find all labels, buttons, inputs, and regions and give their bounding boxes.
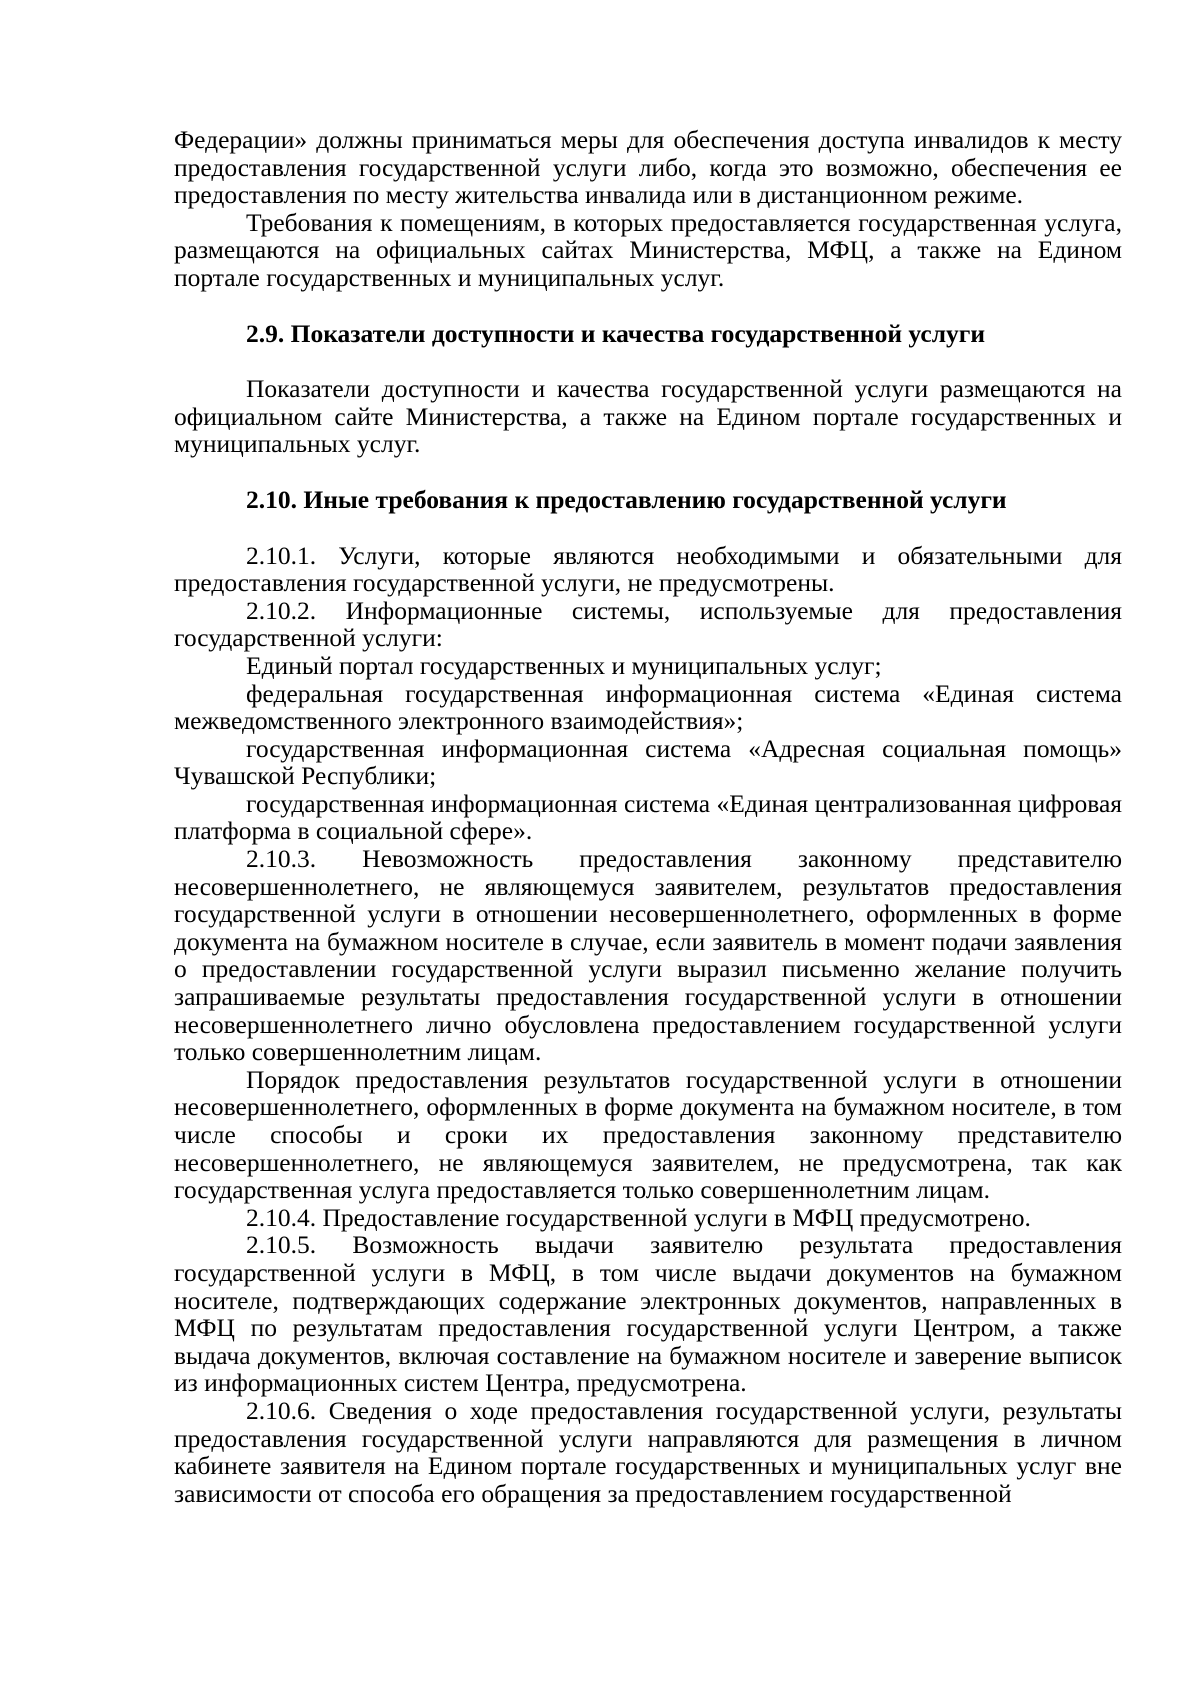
paragraph-2-10-6: 2.10.6. Сведения о ходе предоставления государственной услуги, результаты предоставления государственной услуги направляются для размещения в личном кабинете заявителя на Едином портале государственных и муниципальных услуг вне зависимости от способа его обращения за предоставлением государственной (174, 1395, 1122, 1508)
list-item-system-2: федеральная государственная информационная система «Единая система межведомственного электронного взаимодействия»; (174, 678, 1122, 736)
list-item-system-4: государственная информационная система «Единая централизованная цифровая платформа в социальной сфере». (174, 788, 1122, 846)
paragraph-order: Порядок предоставления результатов государственной услуги в отношении несовершеннолетнего, оформленных в форме документа на бумажном носителе, в том числе способы и сроки их предоставления законному представителю несовершеннолетнего, не являющемуся заявителем, не предусмотрена, так как государственная услуга предоставляется только совершеннолетним лицам. (174, 1064, 1122, 1205)
paragraph-2-10-3: 2.10.3. Невозможность предоставления законному представителю несовершеннолетнего, не являющемуся заявителем, результатов предоставления государственной услуги в отношении несовершеннолетнего, оформленных в форме документа на бумажном носителе в случае, если заявитель в момент подачи заявления о предоставлении государственной услуги выразил письменно желание получить запрашиваемые результаты предоставления государственной услуги в отношении несовершеннолетнего лично обусловлена предоставлением государственной услуги только совершеннолетним лицам. (174, 844, 1122, 1067)
paragraph-2-9: Показатели доступности и качества государственной услуги размещаются на официальном сайте Министерства, а также на Едином портале государственных и муниципальных услуг. (174, 374, 1122, 459)
paragraph-2-10-5: 2.10.5. Возможность выдачи заявителю результата предоставления государственной услуги в МФЦ, в том числе выдачи документов на бумажном носителе, подтверждающих содержание электронных документов, направленных в МФЦ по результатам предоставления государственной услуги Центром, а также выдача документов, включая составление на бумажном носителе и заверение выписок из информационных систем Центра, предусмотрена. (174, 1230, 1122, 1398)
document-page (174, 126, 1122, 1507)
paragraph-2-10-2: 2.10.2. Информационные системы, используемые для предоставления государственной услуги: (174, 595, 1122, 653)
paragraph-requirements: Требования к помещениям, в которых предоставляется государственная услуга, размещаются на официальных сайтах Министерства, МФЦ, а также на Едином портале государственных и муниципальных услуг. (174, 207, 1122, 292)
paragraph-2-10-4: 2.10.4. Предоставление государственной услуги в МФЦ предусмотрено. (246, 1202, 1031, 1232)
paragraph-2-10-1: 2.10.1. Услуги, которые являются необходимыми и обязательными для предоставления государственной услуги, не предусмотрены. (174, 540, 1122, 598)
section-heading-2-10: 2.10. Иные требования к предоставлению государственной услуги (246, 484, 1007, 514)
section-heading-2-9: 2.9. Показатели доступности и качества государственной услуги (246, 318, 986, 348)
list-item-system-1: Единый портал государственных и муниципальных услуг; (246, 650, 882, 680)
list-item-system-3: государственная информационная система «Адресная социальная помощь» Чувашской Республики; (174, 733, 1122, 791)
paragraph-intro: Федерации» должны приниматься меры для обеспечения доступа инвалидов к месту предоставления государственной услуги либо, когда это возможно, обеспечения ее предоставления по месту жительства инвалида или в дистанционном режиме. (174, 125, 1122, 210)
